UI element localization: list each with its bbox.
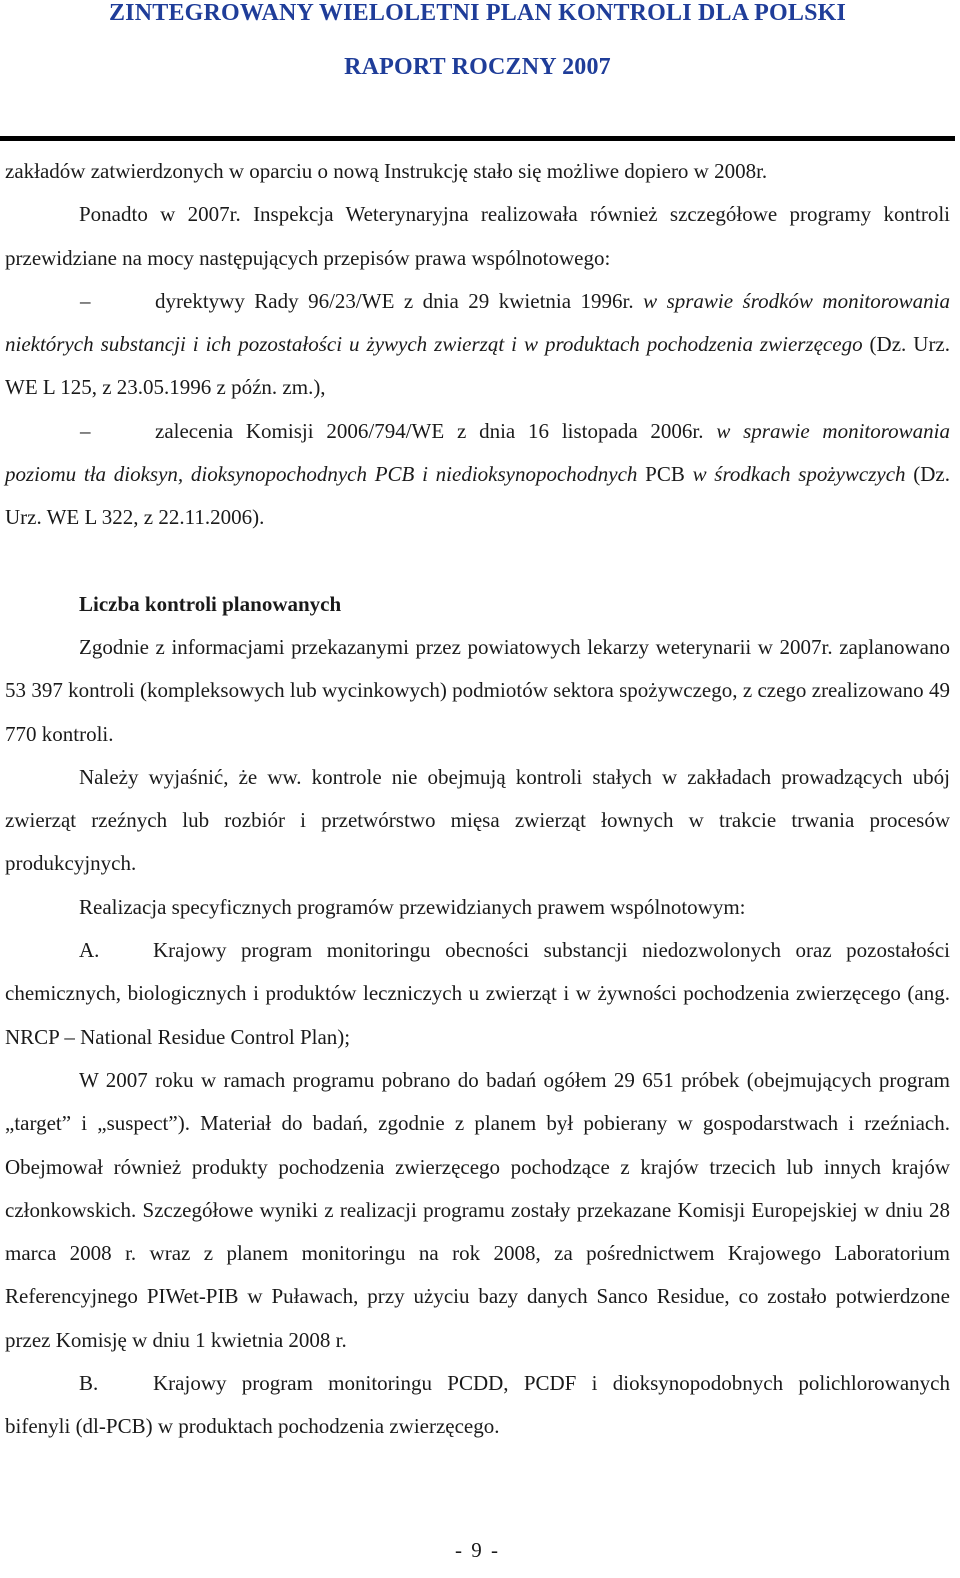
list-text-b: Krajowy program monitoringu PCDD, PCDF i dioksynopodobnych polichlorowanych bifenyli (dl-PCB) w produktach pochodzenia zwierzęcego. — [5, 1371, 950, 1439]
recommendation-subject: w sprawie monitorowania poziomu tła dioksyn, dioksynopochodnych PCB i niedioksynopochodnych — [5, 418, 950, 487]
dash-bullet: – — [80, 288, 91, 313]
header-divider — [0, 136, 955, 141]
directive-citation: (Dz. Urz. WE L 125, z 23.05.1996 z późn. zm.), — [5, 332, 951, 400]
recommendation-citation: (Dz. Urz. WE L 322, z 22.11.2006). — [5, 462, 950, 530]
document-body — [5, 150, 950, 1449]
list-label-a: A. — [79, 938, 100, 963]
report-subtitle: RAPORT ROCZNY 2007 — [344, 54, 611, 80]
list-item-b — [5, 1362, 950, 1449]
list-item-recommendation — [5, 410, 950, 540]
list-text-a: Krajowy program monitoringu obecności substancji niedozwolonych oraz pozostałości chemicznych, biologicznych i produktów leczniczych u zwierząt i w żywności pochodzenia zwierzęcego (ang. NRCP – National Residue Control Plan); — [5, 938, 950, 1049]
document-title: ZINTEGROWANY WIELOLETNI PLAN KONTROLI DLA POLSKI — [108, 0, 847, 26]
list-item-directive — [5, 280, 950, 410]
recommendation-subject-end: w środkach spożywczych — [692, 462, 906, 487]
directive-subject: w sprawie środków monitorowania niektórych substancji i ich pozostałości u żywych zwierząt i w produktach pochodzenia zwierzęcego — [5, 288, 950, 357]
recommendation-pcb: PCB — [637, 462, 693, 487]
paragraph-continuation: zakładów zatwierdzonych w oparciu o nową Instrukcję stało się możliwe dopiero w 2008r. — [5, 159, 768, 183]
paragraph-clarification: Należy wyjaśnić, że ww. kontrole nie obejmują kontroli stałych w zakładach prowadzących ubój zwierząt rzeźnych lub rozbiór i przetwórstwo mięsa zwierząt łownych w trakcie trwania procesów produkcyjnych. — [5, 764, 950, 876]
directive-ref: dyrektywy Rady 96/23/WE z dnia 29 kwietnia 1996r. — [155, 288, 644, 313]
dash-bullet: – — [80, 418, 91, 443]
paragraph-sampling-results: W 2007 roku w ramach programu pobrano do badań ogółem 29 651 próbek (obejmujących program „target” i „suspect”). Materiał do badań, zgodnie z planem był pobierany w gospodarstwach i rzeźniach. Obejmował również produkty pochodzenia zwierzęcego pochodzące z krajów trzecich lub innych krajów członkowskich. Szczegółowe wyniki z realizacji programu zostały przekazane Komisji Europejskiej w dniu 28 marca 2008 r. wraz z planem monitoringu na rok 2008, za pośrednictwem Krajowego Laboratorium Referencyjnego PIWet-PIB w Puławach, przy użyciu bazy danych Sanco Residue, co zostało potwierdzone przez Komisję w dniu 1 kwietnia 2008 r. — [5, 1067, 950, 1352]
paragraph-programs-intro: Ponadto w 2007r. Inspekcja Weterynaryjna realizowała również szczegółowe programy kontroli przewidziane na mocy następujących przepisów prawa wspólnotowego: — [5, 202, 950, 270]
list-label-b: B. — [79, 1371, 99, 1396]
list-item-a — [5, 929, 950, 1059]
section-heading: Liczba kontroli planowanych — [79, 591, 342, 616]
paragraph-specific-programs: Realizacja specyficznych programów przewidzianych prawem wspólnotowym: — [79, 894, 746, 919]
page-number: - 9 - — [455, 1538, 500, 1562]
recommendation-ref: zalecenia Komisji 2006/794/WE z dnia 16 listopada 2006r. — [155, 418, 717, 443]
paragraph-planned-controls: Zgodnie z informacjami przekazanymi przez powiatowych lekarzy weterynarii w 2007r. zaplanowano 53 397 kontroli (kompleksowych lub wycinkowych) podmiotów sektora spożywczego, z czego zrealizowano 49 770 kontroli. — [5, 634, 950, 746]
